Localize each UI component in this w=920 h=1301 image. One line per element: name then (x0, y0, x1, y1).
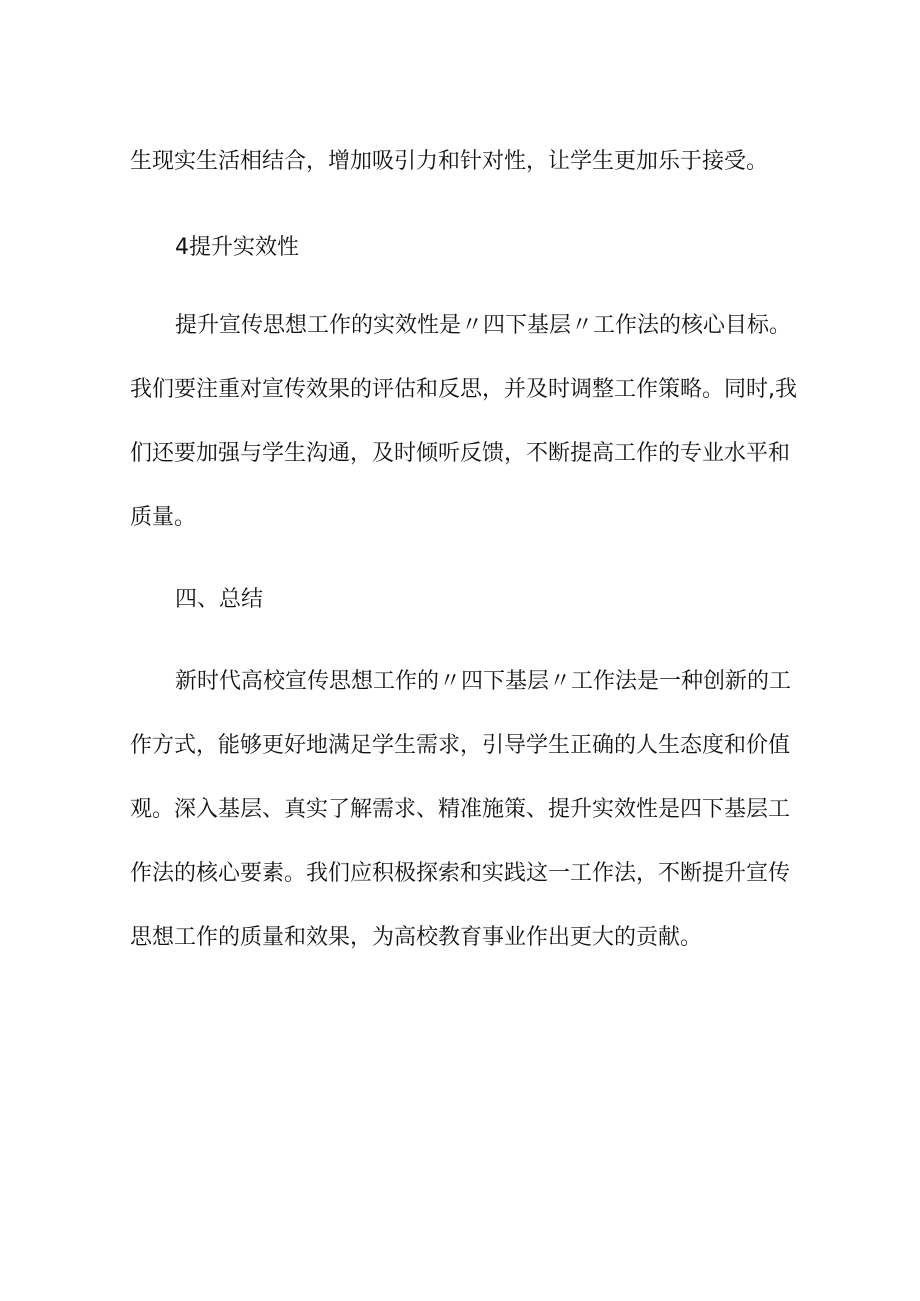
section-heading: 4提升实效性 (175, 235, 299, 260)
section-heading: 四、总结 (175, 587, 264, 612)
paragraph-line: 作法的核心要素。我们应积极探索和实践这一工作法，不断提升宣传 (130, 861, 791, 886)
paragraph-line: 们还要加强与学生沟通，及时倾听反馈，不断提高工作的专业水平和 (130, 441, 791, 466)
paragraph-line: 我们要注重对宣传效果的评估和反思，并及时调整工作策略。同时,我 (130, 377, 797, 402)
paragraph-line: 思想工作的质量和效果，为高校教育事业作出更大的贡献。 (130, 925, 703, 950)
paragraph-line: 观。深入基层、真实了解需求、精准施策、提升实效性是四下基层工 (130, 797, 791, 822)
paragraph-line: 生现实生活相结合，增加吸引力和针对性，让学生更加乐于接受。 (130, 149, 769, 174)
paragraph-line: 质量。 (130, 505, 197, 530)
paragraph-line: 作方式，能够更好地满足学生需求，引导学生正确的人生态度和价值 (130, 733, 791, 758)
paragraph-line: 提升宣传思想工作的实效性是〃四下基层〃工作法的核心目标。 (175, 313, 792, 338)
paragraph-line: 新时代高校宣传思想工作的〃四下基层〃工作法是一种创新的工 (175, 669, 792, 694)
